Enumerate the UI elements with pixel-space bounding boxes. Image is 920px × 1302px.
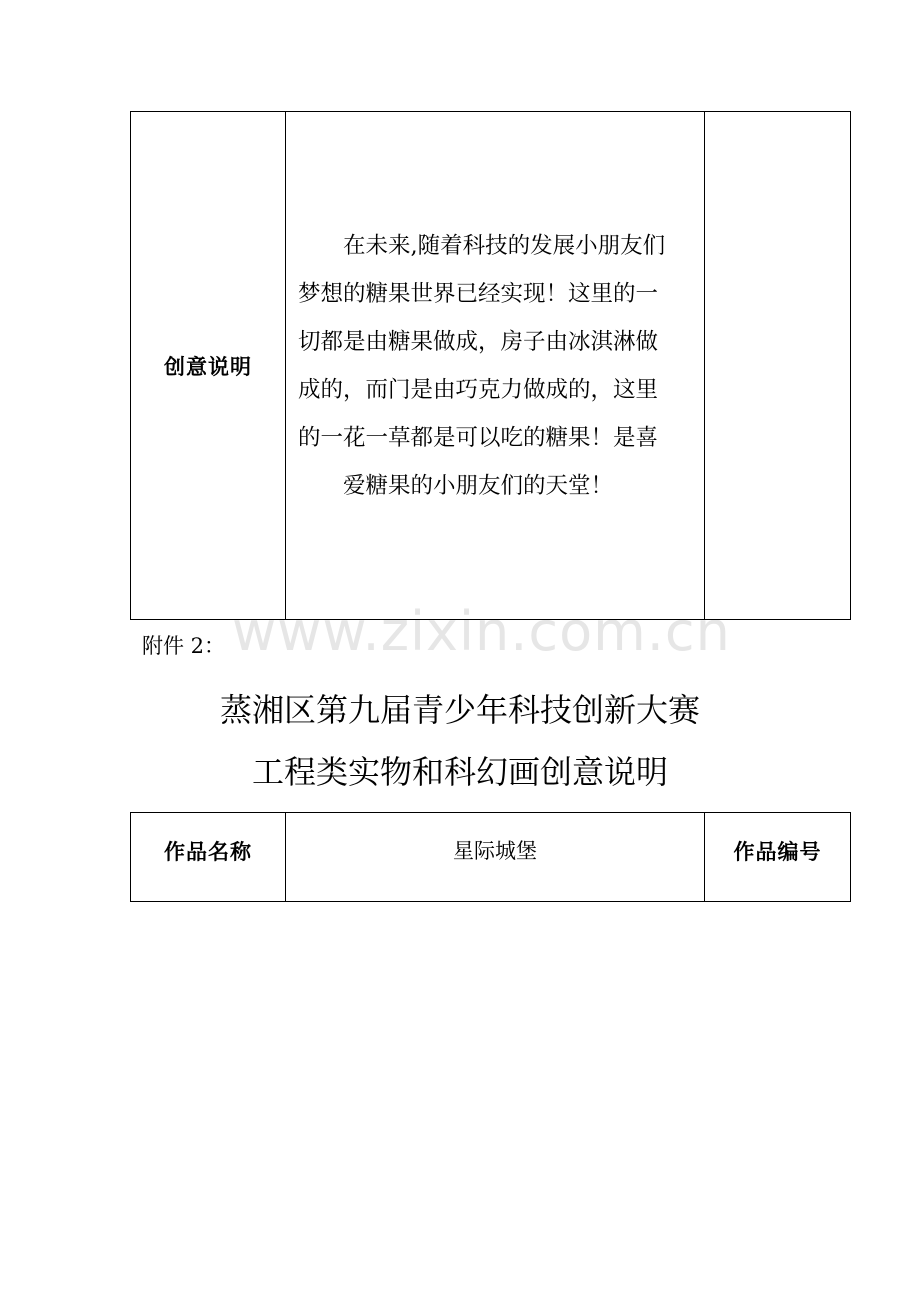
work-name-value: 星际城堡 [286,813,705,902]
work-info-table [130,812,851,902]
document-title: 蒸湘区第九届青少年科技创新大赛 [219,691,700,729]
description-line-6: 爱糖果的小朋友们的天堂！ [343,472,614,499]
empty-cell [705,112,851,620]
description-line-1: 在未来,随着科技的发展小朋友们 [343,232,666,259]
document-subtitle: 工程类实物和科幻画创意说明 [251,753,668,791]
watermark-text: www.zixin.com.cn [232,600,731,663]
description-line-5: 的一花一草都是可以吃的糖果！是喜 [298,424,659,451]
work-info-row [131,813,851,902]
work-number-label: 作品编号 [705,813,851,902]
description-line-2: 梦想的糖果世界已经实现！这里的一 [298,280,659,307]
creative-description-text [286,112,705,620]
description-line-3: 切都是由糖果做成，房子由冰淇淋做 [298,328,659,355]
creative-description-table [130,111,851,620]
creative-description-row [131,112,851,620]
creative-description-label: 创意说明 [131,112,286,620]
description-line-4: 成的，而门是由巧克力做成的，这里 [298,376,659,403]
work-name-label: 作品名称 [131,813,286,902]
attachment-label: 附件 2： [142,634,226,658]
